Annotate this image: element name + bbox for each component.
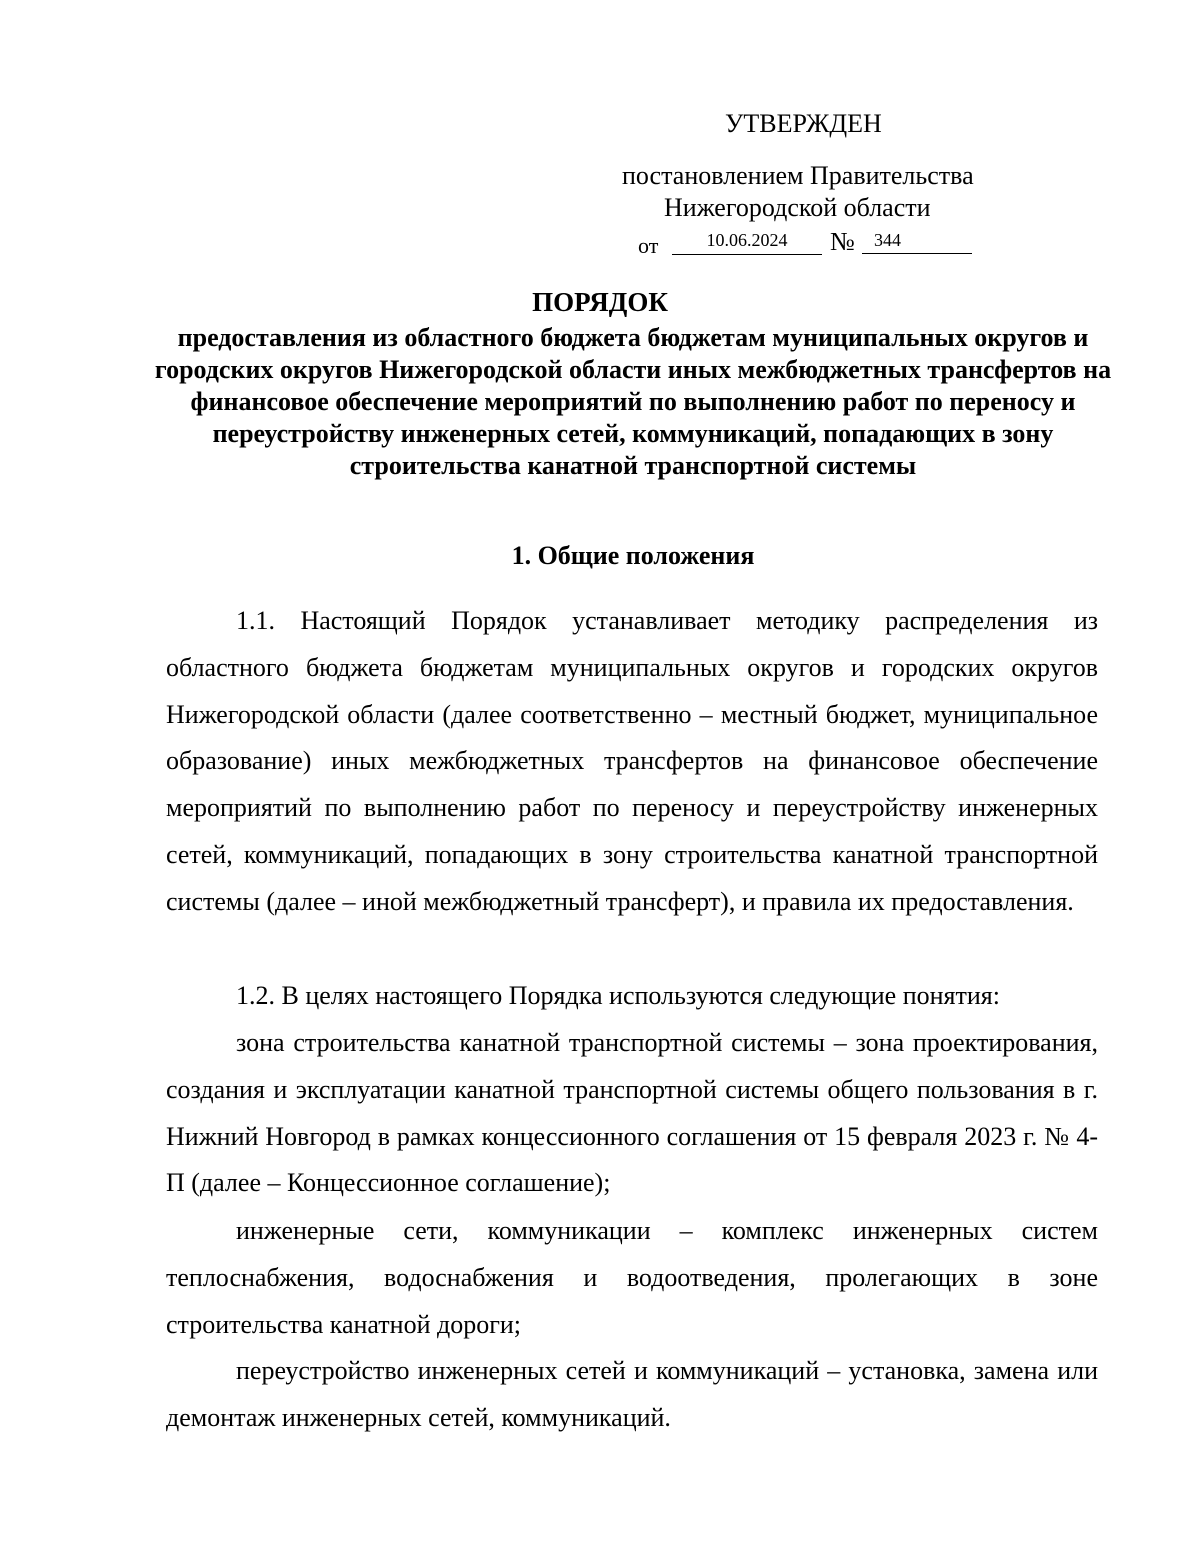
- approval-date-number-line: [638, 226, 1018, 260]
- paragraph-1-2: 1.2. В целях настоящего Порядка используются следующие понятия:: [236, 981, 1000, 1010]
- approval-region-line: Нижегородской области: [664, 193, 931, 222]
- definition-construction-zone: зона строительства канатной транспортной системы – зона проектирования, создания и эксплуатации канатной транспортной системы общего пользования в г. Нижний Новгород в рамках концессионного соглашения от 15 февраля 2023 г. № 4-П (далее – Концессионное соглашение);: [166, 1028, 1098, 1198]
- section-heading: 1. Общие положения: [511, 541, 755, 570]
- approval-date: 10.06.2024: [672, 226, 822, 255]
- date-prefix: от: [638, 233, 659, 258]
- number-sign: №: [830, 227, 855, 256]
- document-subtitle: предоставления из областного бюджета бюджетам муниципальных округов и городских округов Нижегородской области иных межбюджетных трансфертов на финансовое обеспечение мероприятий по выполнению работ по переносу и переустройству инженерных сетей, коммуникаций, попадающих в зону строительства канатной транспортной системы: [154, 323, 1112, 480]
- definition-engineering-networks: инженерные сети, коммуникации – комплекс инженерных систем теплоснабжения, водоснабжения и водоотведения, пролегающих в зоне строительства канатной дороги;: [166, 1216, 1098, 1339]
- approval-number: 344: [862, 226, 972, 254]
- approved-label: УТВЕРЖДЕН: [725, 109, 882, 138]
- approval-authority-line: постановлением Правительства: [622, 161, 974, 190]
- definition-reconstruction: переустройство инженерных сетей и коммуникаций – установка, замена или демонтаж инженерных сетей, коммуникаций.: [166, 1356, 1098, 1432]
- paragraph-1-1: 1.1. Настоящий Порядок устанавливает методику распределения из областного бюджета бюджетам муниципальных округов и городских округов Нижегородской области (далее соответственно – местный бюджет, муниципальное образование) иных межбюджетных трансфертов на финансовое обеспечение мероприятий по выполнению работ по переносу и переустройству инженерных сетей, коммуникаций, попадающих в зону строительства канатной транспортной системы (далее – иной межбюджетный трансферт), и правила их предоставления.: [166, 606, 1098, 916]
- document-title: ПОРЯДОК: [532, 287, 668, 317]
